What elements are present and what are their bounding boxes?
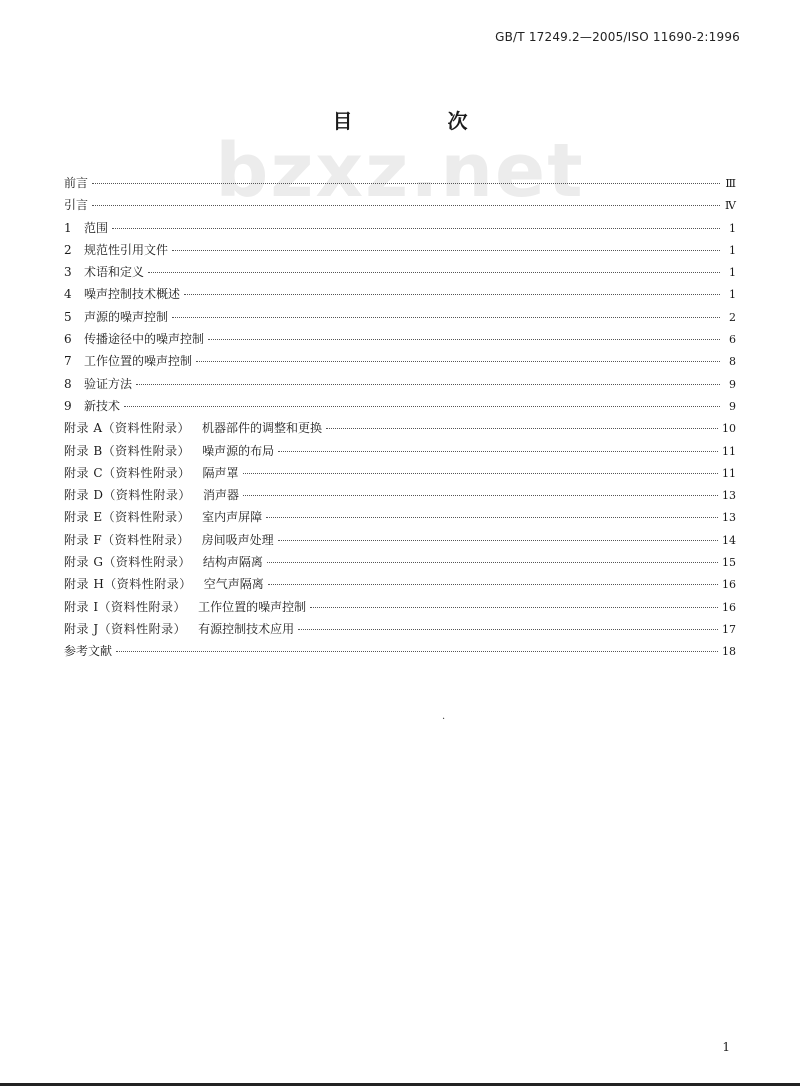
toc-entry-title: 空气声隔离 [203, 577, 264, 592]
toc-entry-page: 8 [729, 355, 736, 369]
toc-entry-number: 2 [64, 242, 72, 257]
toc-entry-title: 传播途径中的噪声控制 [84, 332, 205, 347]
toc-entry-page: Ⅲ [725, 177, 736, 190]
toc-leader-dots [267, 562, 718, 563]
toc-entry-page: 18 [722, 645, 736, 659]
toc-entry-page: 17 [722, 622, 736, 636]
toc-entry-label [64, 241, 168, 258]
toc-leader-dots [112, 228, 720, 229]
toc-entry-annex: 附录 F（资料性附录） [64, 532, 190, 547]
toc-entry[interactable] [64, 642, 736, 664]
toc-entry-annex: 附录 I（资料性附录） [64, 599, 187, 614]
toc-entry-page: 10 [722, 422, 736, 436]
toc-entry-number: 6 [64, 332, 72, 347]
toc-entry-label [64, 375, 132, 392]
toc-entry-label [64, 352, 192, 369]
toc-entry-label [64, 308, 168, 325]
toc-entry-label [64, 508, 262, 525]
center-mark: · [442, 714, 446, 725]
table-of-contents [64, 174, 736, 665]
toc-entry-title: 新技术 [84, 398, 121, 413]
toc-leader-dots [172, 250, 720, 251]
toc-entry-title: 隔声罩 [202, 465, 239, 480]
toc-entry-label [64, 174, 88, 191]
toc-leader-dots [172, 317, 720, 318]
toc-entry-title: 房间吸声处理 [201, 532, 274, 547]
toc-entry[interactable] [64, 352, 736, 374]
toc-entry-annex: 附录 B（资料性附录） [64, 443, 191, 458]
toc-entry[interactable] [64, 508, 736, 530]
toc-entry-page: 16 [722, 600, 736, 614]
toc-entry-label [64, 330, 204, 347]
toc-entry-title: 参考文献 [64, 644, 113, 659]
toc-entry-title: 噪声源的布局 [202, 443, 275, 458]
toc-entry-title: 术语和定义 [84, 265, 145, 280]
toc-leader-dots [278, 451, 718, 452]
toc-entry[interactable] [64, 196, 736, 218]
toc-entry-page: 2 [729, 310, 736, 324]
toc-entry-title: 噪声控制技术概述 [84, 287, 181, 302]
toc-leader-dots [208, 339, 720, 340]
toc-entry[interactable] [64, 442, 736, 464]
toc-entry-label [64, 263, 144, 280]
toc-entry-number: 1 [64, 220, 72, 235]
toc-entry[interactable] [64, 330, 736, 352]
toc-entry-page: 1 [729, 243, 736, 257]
toc-entry-page: 11 [722, 466, 736, 480]
toc-entry-annex: 附录 C（资料性附录） [64, 465, 191, 480]
page-title: 目 次 [332, 109, 512, 133]
toc-entry[interactable] [64, 308, 736, 330]
toc-entry-page: 1 [729, 288, 736, 302]
toc-entry-title: 有源控制技术应用 [198, 621, 295, 636]
toc-entry-label [64, 531, 274, 548]
toc-entry-number: 7 [64, 354, 72, 369]
toc-entry-annex: 附录 D（资料性附录） [64, 488, 191, 503]
toc-entry-number: 5 [64, 309, 72, 324]
toc-entry-page: 15 [722, 556, 736, 570]
toc-entry-label [64, 397, 120, 414]
toc-entry-page: 1 [729, 266, 736, 280]
toc-entry[interactable] [64, 620, 736, 642]
toc-leader-dots [278, 540, 718, 541]
toc-entry-title: 声源的噪声控制 [84, 309, 169, 324]
toc-leader-dots [136, 384, 720, 385]
toc-entry-number: 4 [64, 287, 72, 302]
toc-entry-annex: 附录 A（资料性附录） [64, 421, 190, 436]
toc-entry-page: Ⅳ [725, 199, 736, 213]
toc-entry[interactable] [64, 263, 736, 285]
toc-entry-annex: 附录 J（资料性附录） [64, 621, 187, 636]
toc-leader-dots [116, 651, 718, 652]
toc-entry-page: 13 [722, 489, 736, 503]
toc-entry[interactable] [64, 553, 736, 575]
toc-leader-dots [298, 629, 718, 630]
toc-entry-label [64, 486, 239, 503]
toc-leader-dots [184, 294, 720, 295]
toc-entry[interactable] [64, 531, 736, 553]
toc-entry-number: 3 [64, 265, 72, 280]
toc-leader-dots [124, 406, 720, 407]
toc-entry-page: 13 [722, 511, 736, 525]
toc-entry-title: 工作位置的噪声控制 [84, 354, 193, 369]
toc-entry-page: 9 [729, 377, 736, 391]
toc-entry[interactable] [64, 241, 736, 263]
toc-entry-label [64, 196, 88, 213]
toc-leader-dots [92, 205, 720, 206]
toc-leader-dots [266, 517, 718, 518]
toc-entry[interactable] [64, 575, 736, 597]
toc-entry[interactable] [64, 419, 736, 441]
toc-entry-title: 工作位置的噪声控制 [198, 599, 307, 614]
toc-leader-dots [310, 607, 718, 608]
toc-leader-dots [92, 183, 720, 184]
toc-entry-title: 引言 [64, 198, 89, 213]
toc-entry-page: 6 [729, 333, 736, 347]
toc-entry[interactable] [64, 219, 736, 241]
toc-entry-annex: 附录 G（资料性附录） [64, 555, 191, 570]
toc-entry-title: 机器部件的调整和更换 [201, 421, 322, 436]
toc-entry-title: 结构声隔离 [202, 555, 263, 570]
toc-entry-title: 室内声屏障 [202, 510, 263, 525]
toc-leader-dots [326, 428, 718, 429]
toc-entry[interactable] [64, 285, 736, 307]
toc-entry-page: 11 [722, 444, 736, 458]
toc-leader-dots [243, 473, 718, 474]
toc-entry[interactable] [64, 464, 736, 486]
toc-entry-title: 范围 [84, 220, 109, 235]
toc-entry-page: 16 [722, 578, 736, 592]
toc-entry-label [64, 620, 294, 637]
toc-entry-number: 9 [64, 398, 72, 413]
toc-leader-dots [148, 272, 720, 273]
toc-entry-page: 1 [729, 221, 736, 235]
toc-entry-label [64, 642, 112, 659]
toc-entry-page: 9 [729, 399, 736, 413]
toc-entry[interactable] [64, 174, 736, 196]
toc-leader-dots [268, 584, 718, 585]
toc-entry[interactable] [64, 375, 736, 397]
toc-entry-title: 验证方法 [84, 376, 133, 391]
toc-entry-title: 规范性引用文件 [84, 242, 169, 257]
toc-entry-annex: 附录 H（资料性附录） [64, 577, 192, 592]
toc-entry-label [64, 575, 264, 592]
toc-entry-annex: 附录 E（资料性附录） [64, 510, 191, 525]
toc-leader-dots [196, 361, 720, 362]
toc-entry-label [64, 553, 263, 570]
watermark: bzxz.net [215, 128, 585, 214]
toc-entry-label [64, 464, 239, 481]
toc-entry-label [64, 442, 274, 459]
toc-entry-title: 消声器 [202, 488, 239, 503]
bottom-rule [0, 1083, 800, 1086]
toc-entry-number: 8 [64, 376, 72, 391]
toc-entry-label [64, 219, 108, 236]
toc-entry-title: 前言 [64, 176, 89, 190]
toc-entry-label [64, 419, 322, 436]
toc-entry[interactable] [64, 397, 736, 419]
toc-entry[interactable] [64, 598, 736, 620]
standard-number: GB/T 17249.2—2005/ISO 11690-2:1996 [495, 30, 740, 44]
toc-entry-label [64, 285, 180, 302]
page-number: 1 [722, 1040, 730, 1054]
toc-entry-label [64, 598, 306, 615]
toc-leader-dots [243, 495, 718, 496]
toc-entry-page: 14 [722, 533, 736, 547]
toc-entry[interactable] [64, 486, 736, 508]
